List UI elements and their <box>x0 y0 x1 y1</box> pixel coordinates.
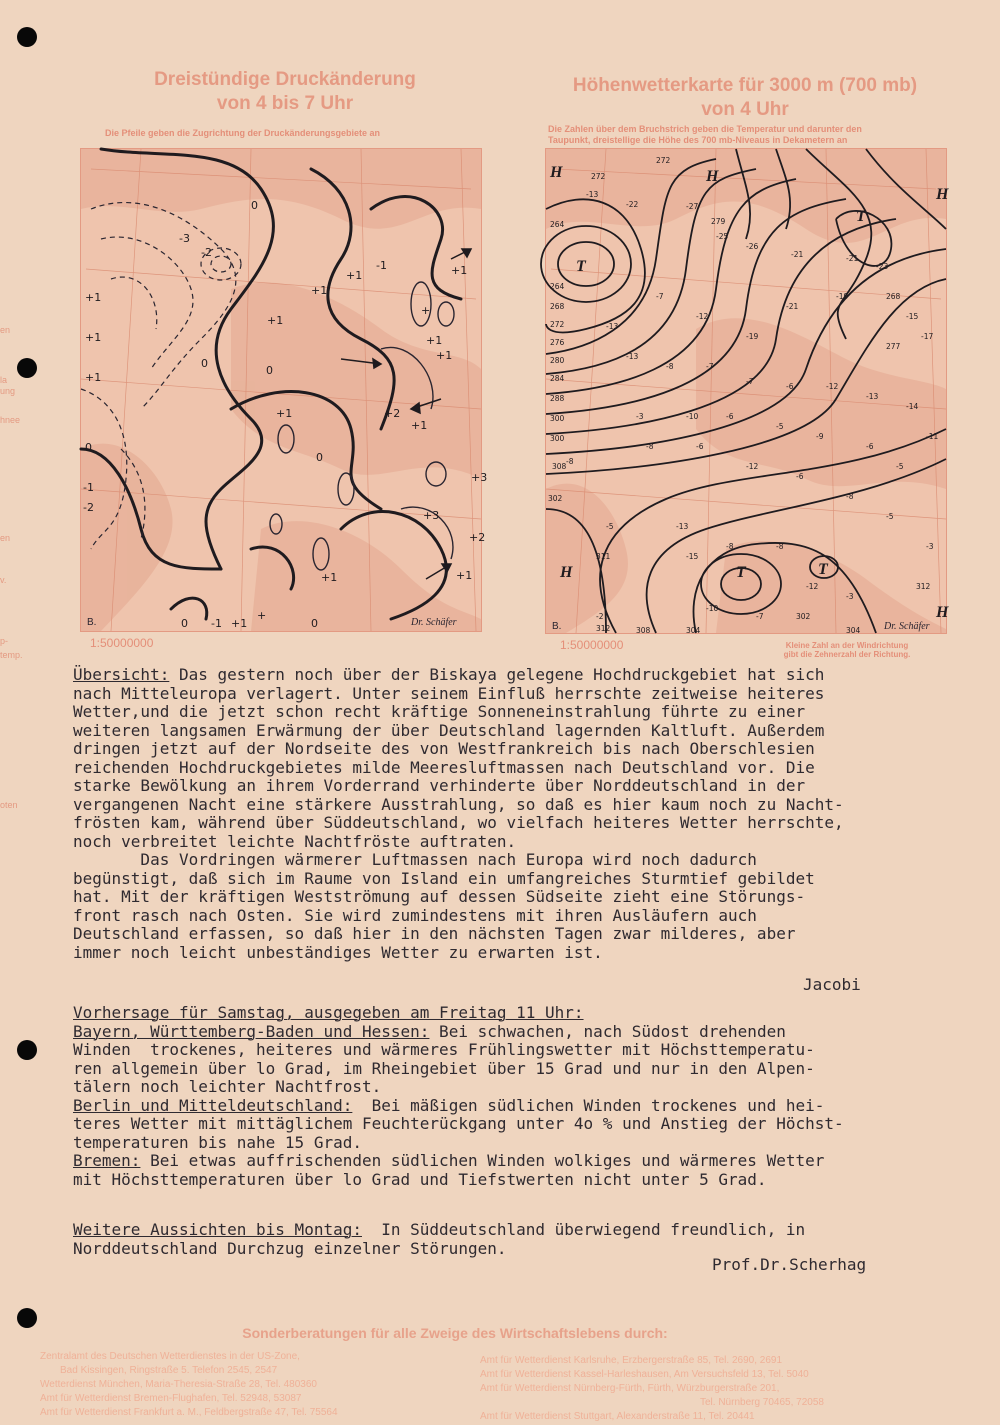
svg-text:+3: +3 <box>471 471 488 484</box>
margin-fragment: v. <box>0 575 7 585</box>
svg-text:0: 0 <box>181 617 188 630</box>
svg-text:-3: -3 <box>179 232 190 245</box>
left-map-drawing <box>81 149 488 631</box>
svg-text:268: 268 <box>886 292 901 301</box>
svg-text:-19: -19 <box>746 332 759 341</box>
svg-text:-19: -19 <box>836 292 849 301</box>
svg-text:268: 268 <box>550 302 565 311</box>
right-map-title <box>550 74 940 122</box>
footer-right-line: Amt für Wetterdienst Karlsruhe, Erzbergerstraße 85, Tel. 2690, 2691 <box>480 1355 783 1366</box>
svg-text:+: + <box>257 609 267 622</box>
overview-line: Deutschland erfassen, so daß hier in den nächsten Tagen zwar milderes, aber <box>73 924 796 943</box>
overview-line: reichenden Hochdruckgebietes milde Meeresluftmassen nach Deutschland vor. Die <box>73 757 815 777</box>
svg-text:-10: -10 <box>686 412 699 421</box>
footer-right-line: Amt für Wetterdienst Kassel-Harleshausen, Am Versuchsfeld 13, Tel. 5040 <box>480 1369 809 1380</box>
svg-text:-8: -8 <box>566 457 574 466</box>
svg-text:312: 312 <box>596 624 611 633</box>
right-map-scale: 1:50000000 <box>560 638 624 652</box>
svg-text:-8: -8 <box>646 442 654 451</box>
svg-text:-13: -13 <box>606 322 619 331</box>
svg-text:+1: +1 <box>321 571 338 584</box>
svg-text:-1: -1 <box>211 617 222 630</box>
right-map-note-line2: gibt die Zehnerzahl der Richtung. <box>783 650 911 659</box>
svg-text:-7: -7 <box>756 612 764 621</box>
svg-text:264: 264 <box>550 220 565 229</box>
svg-text:-9: -9 <box>816 432 824 441</box>
svg-text:304: 304 <box>846 626 861 635</box>
svg-text:T: T <box>576 258 586 275</box>
outlook-line: Norddeutschland Durchzug einzelner Störungen. <box>73 1238 507 1258</box>
svg-text:-1: -1 <box>376 259 387 272</box>
forecast-line: teres Wetter mit mittäglichem Feuchterückgang unter 4o % und Anstieg der Höchst- <box>73 1114 844 1133</box>
svg-text:0: 0 <box>316 451 323 464</box>
overview-line: vergangenen Nacht eine stärkere Ausstrahlung, so daß es hier kaum noch zu Nacht- <box>73 794 844 814</box>
svg-text:-5: -5 <box>886 512 894 521</box>
footer-right-line: Amt für Wetterdienst Stuttgart, Alexanderstraße 11, Tel. 20441 <box>480 1411 755 1422</box>
overview-line: frösten kam, während über Süddeutschland, wo vielfach heiteres Wetter herrschte, <box>73 813 844 832</box>
punch-hole <box>17 358 37 378</box>
svg-text:-14: -14 <box>906 402 919 411</box>
svg-text:+1: +1 <box>411 419 428 432</box>
svg-text:-8: -8 <box>846 492 854 501</box>
svg-text:H: H <box>936 186 949 203</box>
outlook-line-0: Weitere Aussichten bis Montag: In Süddeutschland überwiegend freundlich, in <box>73 1220 806 1239</box>
overview-line: begünstigt, daß sich im Raume von Island ein umfangreiches Sturmtief gebildet <box>73 868 815 888</box>
margin-fragment: la <box>0 375 8 385</box>
overview-line: Wetter,und die jetzt schon recht kräftige Sonneneinstrahlung führte zu einer <box>73 702 806 721</box>
svg-text:T: T <box>856 208 866 225</box>
overview-line: starke Bewölkung an ihrem Vorderrand verhinderte über Norddeutschland in der <box>73 776 806 795</box>
svg-text:-1: -1 <box>83 481 94 494</box>
svg-text:280: 280 <box>550 356 565 365</box>
svg-text:-12: -12 <box>806 582 819 591</box>
svg-text:311: 311 <box>596 552 611 561</box>
svg-text:-27: -27 <box>686 202 699 211</box>
footer-left-line: Amt für Wetterdienst Bremen-Flughafen, Tel. 52948, 53087 <box>40 1393 302 1404</box>
svg-text:-12: -12 <box>826 382 839 391</box>
forecast-berlin-heading: Berlin und Mitteldeutschland: <box>73 1095 353 1115</box>
left-map-corner-mark: B. <box>87 617 97 628</box>
forecast-berlin-line-0: Berlin und Mitteldeutschland: Bei mäßigen südlichen Winden trockenes und hei- <box>73 1095 825 1115</box>
overview-line: nach Mitteleuropa verlagert. Unter seinem Einfluß herrschte zeitweise heiteres <box>73 683 825 703</box>
forecast-heading: Vorhersage für Samstag, ausgegeben am Freitag 11 Uhr: <box>73 1003 584 1022</box>
margin-fragment: ung <box>0 386 16 396</box>
svg-text:0: 0 <box>201 357 208 370</box>
svg-text:+1: +1 <box>456 569 473 582</box>
left-map-title-line2: von 4 bis 7 Uhr <box>216 93 354 114</box>
svg-text:+1: +1 <box>346 269 363 282</box>
svg-text:-15: -15 <box>906 312 919 321</box>
svg-text:-13: -13 <box>676 522 689 531</box>
left-map-scale: 1:50000000 <box>90 636 154 650</box>
right-map-note <box>752 641 942 659</box>
svg-text:H: H <box>550 164 563 181</box>
svg-text:300: 300 <box>550 414 565 423</box>
svg-text:-6: -6 <box>726 412 734 421</box>
svg-text:-10: -10 <box>706 604 719 613</box>
overview-signature: Jacobi <box>803 975 861 994</box>
svg-text:+1: +1 <box>267 314 284 327</box>
svg-text:300: 300 <box>550 434 565 443</box>
svg-text:+2: +2 <box>469 531 486 544</box>
overview-line-0: Übersicht: Das gestern noch über der Biskaya gelegene Hochdruckgebiet hat sich <box>73 665 825 684</box>
svg-text:+1: +1 <box>311 284 328 297</box>
outlook-heading: Weitere Aussichten bis Montag: <box>73 1220 362 1239</box>
svg-text:-3: -3 <box>636 412 644 421</box>
svg-text:-21: -21 <box>786 302 799 311</box>
svg-text:+1: +1 <box>231 617 248 630</box>
svg-text:-5: -5 <box>776 422 784 431</box>
overview-line: front rasch nach Osten. Sie wird zumindestens mit ihren Ausläufern auch <box>73 905 757 925</box>
footer-left-line: Bad Kissingen, Ringstraße 5. Telefon 2545, 2547 <box>60 1365 278 1376</box>
forecast-line: temperaturen bis nahe 15 Grad. <box>73 1132 362 1152</box>
svg-text:+1: +1 <box>451 264 468 277</box>
footer-right-line: Amt für Wetterdienst Nürnberg-Fürth, Fürth, Würzburgerstraße 201, <box>480 1383 780 1394</box>
svg-text:H: H <box>936 604 949 621</box>
left-map-title <box>120 68 450 116</box>
svg-text:308: 308 <box>552 462 567 471</box>
forecast-line: Winden trockenes, heiteres und wärmeres Frühlingswetter mit Höchsttemperatu- <box>73 1040 815 1059</box>
right-map-corner-mark: B. <box>552 621 562 632</box>
svg-text:-22: -22 <box>626 200 639 209</box>
svg-text:-15: -15 <box>686 552 699 561</box>
punch-hole <box>17 27 37 47</box>
forecast-line: mit Höchsttemperaturen über lo Grad und Tiefstwerten nicht unter 5 Grad. <box>73 1169 767 1189</box>
svg-text:+1: +1 <box>426 334 443 347</box>
svg-text:-17: -17 <box>921 332 934 341</box>
svg-text:304: 304 <box>686 626 701 635</box>
svg-text:+1: +1 <box>85 331 102 344</box>
svg-text:-8: -8 <box>776 542 784 551</box>
svg-text:272: 272 <box>656 156 671 165</box>
forecast-bayern-heading: Bayern, Württemberg-Baden und Hessen: <box>73 1021 430 1041</box>
left-map-title-line1: Dreistündige Druckänderung <box>154 69 416 90</box>
svg-text:-7: -7 <box>746 377 754 386</box>
svg-text:-6: -6 <box>866 442 874 451</box>
svg-text:-2: -2 <box>596 612 604 621</box>
forecast-bremen-line-0: Bremen: Bei etwas auffrischenden südlichen Winden wolkiges und wärmeres Wetter <box>73 1151 825 1170</box>
right-map-drawing <box>546 149 949 635</box>
overview-line: weiteren langsamen Erwärmung der über Deutschland lagernden Kaltluft. Außerdem <box>73 720 825 740</box>
svg-text:308: 308 <box>636 626 651 635</box>
svg-text:0: 0 <box>266 364 273 377</box>
margin-fragment: oten <box>0 800 18 810</box>
svg-text:H: H <box>560 564 573 581</box>
svg-text:H: H <box>706 168 719 185</box>
left-map-author: Dr. Schäfer <box>411 617 457 628</box>
svg-text:264: 264 <box>550 282 565 291</box>
footer-banner: Sonderberatungen für alle Zweige des Wirtschaftslebens durch: <box>242 1325 668 1341</box>
right-map-upper-air <box>545 148 947 634</box>
overview-line: immer noch leicht unbeständiges Wetter zu erwarten ist. <box>73 942 603 962</box>
svg-text:-8: -8 <box>666 362 674 371</box>
svg-text:-13: -13 <box>626 352 639 361</box>
svg-text:302: 302 <box>796 612 811 621</box>
svg-text:-25: -25 <box>716 232 729 241</box>
svg-text:-26: -26 <box>746 242 759 251</box>
footer-left <box>40 1350 460 1420</box>
svg-text:-11: -11 <box>926 432 939 441</box>
forecast-bayern-line-0: Bayern, Württemberg-Baden und Hessen: Bei schwachen, nach Südost drehenden <box>73 1021 786 1041</box>
forecast-section <box>73 1004 958 1189</box>
footer-left-line: Wetterdienst München, Maria-Theresia-Straße 28, Tel. 480360 <box>40 1379 317 1390</box>
svg-text:0: 0 <box>311 617 318 630</box>
footer-left-line: Amt für Wetterdienst Frankfurt a. M., Feldbergstraße 47, Tel. 75564 <box>40 1407 338 1418</box>
svg-text:276: 276 <box>550 338 565 347</box>
margin-fragment: hnee <box>0 415 21 425</box>
svg-text:-7: -7 <box>706 362 714 371</box>
svg-text:0: 0 <box>251 199 258 212</box>
svg-text:284: 284 <box>550 374 565 383</box>
svg-text:T: T <box>818 561 828 578</box>
outlook-section <box>73 1221 958 1258</box>
svg-text:-5: -5 <box>606 522 614 531</box>
svg-text:272: 272 <box>591 172 606 181</box>
svg-text:-3: -3 <box>926 542 934 551</box>
footer-left-line: Zentralamt des Deutschen Wetterdienstes in der US-Zone, <box>40 1351 300 1362</box>
left-map-subtitle: Die Pfeile geben die Zugrichtung der Druckänderungsgebiete an <box>105 128 381 138</box>
svg-text:-13: -13 <box>586 190 599 199</box>
svg-text:288: 288 <box>550 394 565 403</box>
svg-text:-3: -3 <box>846 592 854 601</box>
svg-text:-12: -12 <box>696 312 709 321</box>
right-map-subtitle <box>548 124 862 146</box>
svg-text:+3: +3 <box>423 509 440 522</box>
svg-text:-6: -6 <box>786 382 794 391</box>
punch-hole <box>17 1308 37 1328</box>
svg-text:272: 272 <box>550 320 565 329</box>
svg-text:279: 279 <box>711 217 726 226</box>
svg-text:-6: -6 <box>796 472 804 481</box>
svg-text:-2: -2 <box>83 501 94 514</box>
svg-text:277: 277 <box>886 342 901 351</box>
margin-fragment: p- <box>0 636 9 646</box>
margin-fragment: en <box>0 325 11 335</box>
right-map-note-line1: Kleine Zahl an der Windrichtung <box>785 641 909 650</box>
margin-fragment: temp. <box>0 650 23 660</box>
svg-text:-21: -21 <box>846 254 859 263</box>
footer-right-line: Tel. Nürnberg 70465, 72058 <box>700 1397 824 1408</box>
svg-text:+2: +2 <box>384 407 401 420</box>
margin-fragment: en <box>0 533 11 543</box>
overview-line: hat. Mit der kräftigen Westströmung auf dessen Südseite zieht eine Störungs- <box>73 887 806 906</box>
svg-text:+1: +1 <box>276 407 293 420</box>
right-map-subtitle-line1: Die Zahlen über dem Bruchstrich geben die Temperatur und darunter den <box>548 124 862 134</box>
svg-text:-5: -5 <box>896 462 904 471</box>
svg-text:+1: +1 <box>436 349 453 362</box>
svg-text:+1: +1 <box>85 291 102 304</box>
right-map-title-line1: Höhenwetterkarte für 3000 m (700 mb) <box>572 75 918 96</box>
overview-heading: Übersicht: <box>73 665 170 684</box>
overview-line: noch verbreitet leichte Nachtfröste auftraten. <box>73 831 517 851</box>
svg-text:-12: -12 <box>746 462 759 471</box>
punch-hole <box>17 1040 37 1060</box>
forecast-line: tälern noch leichter Nachtfrost. <box>73 1077 382 1096</box>
right-map-author: Dr. Schäfer <box>884 621 930 632</box>
svg-text:-6: -6 <box>696 442 704 451</box>
svg-text:-2: -2 <box>201 246 212 259</box>
right-map-title-line2: von 4 Uhr <box>701 99 789 120</box>
right-map-subtitle-line2: Taupunkt, dreistellige die Höhe des 700 mb-Niveaus in Dekametern an <box>548 135 848 145</box>
outlook-signature: Prof.Dr.Scherhag <box>712 1255 867 1274</box>
svg-text:+1: +1 <box>85 371 102 384</box>
svg-text:0: 0 <box>85 441 92 454</box>
svg-text:-13: -13 <box>866 392 879 401</box>
svg-text:-23: -23 <box>876 262 889 271</box>
svg-text:-21: -21 <box>791 250 804 259</box>
overview-section <box>73 666 958 962</box>
svg-text:312: 312 <box>916 582 931 591</box>
svg-text:+: + <box>421 304 431 317</box>
overview-line: dringen jetzt auf der Nordseite des von Westfrankreich bis nach Oberschlesien <box>73 739 815 758</box>
left-map-pressure-change <box>80 148 488 632</box>
footer-right <box>480 1354 900 1424</box>
forecast-bremen-heading: Bremen: <box>73 1151 141 1170</box>
svg-text:-8: -8 <box>726 542 734 551</box>
svg-text:-7: -7 <box>656 292 664 301</box>
forecast-line: ren allgemein über lo Grad, im Rheingebiet über 15 Grad und nur in den Alpen- <box>73 1058 815 1078</box>
svg-text:302: 302 <box>548 494 563 503</box>
svg-text:T: T <box>736 564 746 581</box>
overview-line: Das Vordringen wärmerer Luftmassen nach Europa wird noch dadurch <box>73 850 757 869</box>
